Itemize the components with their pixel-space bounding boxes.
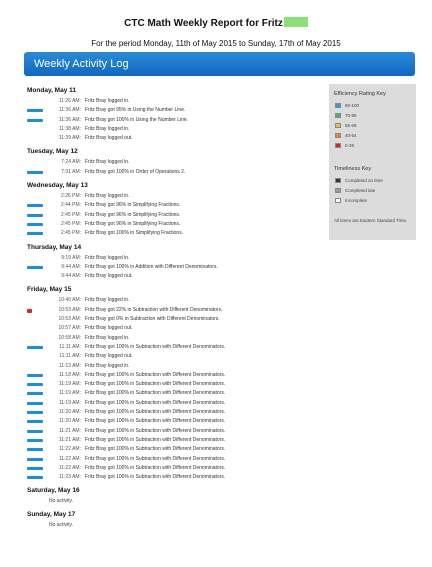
entry-text: Fritz Bray logged in. [85, 362, 130, 369]
day-section [27, 244, 327, 282]
entry-text: Fritz Bray got 100% in Addition with Different Denominators. [85, 263, 218, 270]
entry-time: 10:58 AM: [58, 334, 81, 341]
activity-entry [27, 427, 327, 436]
day-section [27, 148, 327, 177]
entry-text: Fritz Bray logged in. [85, 334, 130, 341]
efficiency-bar [27, 119, 43, 122]
activity-entry [27, 380, 327, 389]
efficiency-swatch [335, 113, 341, 118]
day-heading: Sunday, May 17 [27, 511, 76, 519]
entry-time: 2:44 PM: [60, 202, 81, 209]
activity-entry [27, 343, 327, 352]
activity-log [27, 87, 327, 530]
activity-entry [27, 473, 327, 482]
efficiency-bar [27, 430, 43, 433]
activity-entry [27, 334, 327, 343]
activity-entry [27, 116, 327, 125]
timeliness-swatch [335, 198, 341, 203]
activity-entry [27, 352, 327, 361]
day-section [27, 511, 327, 530]
efficiency-bar [27, 309, 32, 313]
day-section [27, 286, 327, 482]
efficiency-bar [27, 402, 43, 405]
entry-time: 11:36 AM: [58, 107, 81, 114]
efficiency-label: 70-89 [345, 113, 357, 118]
entry-time: 11:21 AM: [58, 427, 81, 434]
timeliness-label: Completed on time [345, 178, 383, 183]
entry-time: 2:45 PM: [60, 230, 81, 237]
activity-entry [27, 417, 327, 426]
activity-entry [27, 315, 327, 324]
activity-entry [27, 362, 327, 371]
entry-text: Fritz Bray logged in. [85, 159, 130, 166]
entry-time: 11:21 AM: [58, 436, 81, 443]
entry-time: 2:45 PM: [60, 220, 81, 227]
entry-text: Fritz Bray got 0% in Subtraction with Different Denominators. [85, 316, 220, 323]
efficiency-bar [27, 346, 43, 349]
entry-text: Fritz Bray got 100% in Subtraction with Different Denominators. [85, 474, 226, 481]
redaction-mark [284, 17, 308, 27]
efficiency-bar [27, 467, 43, 470]
efficiency-bar [27, 448, 43, 451]
entry-time: 11:22 AM: [58, 464, 81, 471]
activity-entry [27, 211, 327, 220]
entry-time: 11:20 AM: [58, 409, 81, 416]
activity-entry [27, 192, 327, 201]
efficiency-swatch [335, 133, 341, 138]
entry-time: 11:11 AM: [59, 343, 81, 350]
timeliness-label: Completed late [345, 188, 376, 193]
activity-entry [27, 220, 327, 229]
activity-entry [27, 389, 327, 398]
efficiency-bar [27, 420, 43, 423]
activity-entry [27, 408, 327, 417]
report-title [0, 17, 432, 29]
entry-text: Fritz Bray got 22% in Subtraction with Different Denominators. [85, 306, 223, 313]
entry-text: Fritz Bray got 96% in Simplifying Fractions. [85, 211, 181, 218]
activity-entry [27, 445, 327, 454]
entry-time: 11:23 AM: [58, 474, 81, 481]
no-activity-text: No activity. [49, 522, 74, 529]
activity-entry [27, 464, 327, 473]
no-activity-text: No activity. [49, 498, 74, 505]
entry-text: Fritz Bray logged in. [85, 125, 130, 132]
entry-text: Fritz Bray got 100% in Subtraction with Different Denominators. [85, 371, 226, 378]
entry-text: Fritz Bray got 100% in Using the Number Line. [85, 116, 189, 123]
efficiency-bar [27, 266, 43, 269]
timeliness-key-title: Timeliness Key [334, 166, 372, 172]
entry-time: 9:19 AM: [61, 254, 81, 261]
activity-entry [27, 158, 327, 167]
entry-time: 11:19 AM: [58, 390, 81, 397]
day-heading: Friday, May 15 [27, 286, 72, 294]
entry-text: Fritz Bray logged in. [85, 297, 130, 304]
efficiency-bar [27, 476, 43, 479]
day-heading: Wednesday, May 13 [27, 182, 88, 190]
efficiency-bar [27, 204, 43, 207]
entry-time: 7:31 AM: [61, 168, 81, 175]
activity-entry [27, 371, 327, 380]
entry-text: Fritz Bray got 100% in Order of Operations 2. [85, 168, 186, 175]
entry-time: 10:53 AM: [58, 316, 81, 323]
activity-entry [27, 106, 327, 115]
activity-entry [27, 455, 327, 464]
activity-entry [27, 296, 327, 305]
efficiency-swatch [335, 143, 341, 148]
activity-entry [27, 399, 327, 408]
day-section [27, 487, 327, 506]
entry-time: 11:38 AM: [58, 125, 81, 132]
efficiency-bar [27, 374, 43, 377]
efficiency-bar [27, 392, 43, 395]
entry-time: 2:26 PM: [60, 193, 81, 200]
report-period: For the period Monday, 11th of May 2015 to Sunday, 17th of May 2015 [91, 39, 341, 48]
efficiency-bar [27, 109, 43, 112]
entry-time: 11:19 AM: [58, 381, 81, 388]
activity-entry [27, 229, 327, 238]
activity-entry [27, 201, 327, 210]
entry-time: 11:18 AM: [58, 371, 81, 378]
activity-entry [27, 254, 327, 263]
entry-text: Fritz Bray got 100% in Subtraction with Different Denominators. [85, 390, 226, 397]
activity-entry [27, 263, 327, 272]
entry-time: 11:22 AM: [58, 446, 81, 453]
activity-entry [27, 97, 327, 106]
efficiency-bar [27, 439, 43, 442]
entry-time: 10:40 AM: [58, 297, 81, 304]
entry-time: 9:44 AM: [61, 263, 81, 270]
banner-title: Weekly Activity Log [34, 58, 129, 70]
entry-text: Fritz Bray got 100% in Subtraction with Different Denominators. [85, 427, 226, 434]
entry-text: Fritz Bray got 96% in Simplifying Fractions. [85, 202, 181, 209]
entry-time: 7:24 AM: [61, 159, 81, 166]
day-heading: Monday, May 11 [27, 87, 77, 94]
entry-text: Fritz Bray got 100% in Subtraction with Different Denominators. [85, 446, 226, 453]
day-heading: Saturday, May 16 [27, 487, 80, 495]
entry-text: Fritz Bray got 95% in Using the Number Line. [85, 107, 186, 114]
efficiency-bar [27, 171, 43, 174]
entry-text: Fritz Bray got 100% in Subtraction with Different Denominators. [85, 418, 226, 425]
activity-entry [27, 134, 327, 143]
entry-time: 9:44 AM: [61, 273, 81, 280]
entry-text: Fritz Bray got 100% in Subtraction with Different Denominators. [85, 399, 226, 406]
efficiency-label: 90-100 [345, 103, 360, 108]
entry-time: 10:53 AM: [58, 306, 81, 313]
efficiency-swatch [335, 123, 341, 128]
entry-text: Fritz Bray got 96% in Simplifying Fractions. [85, 220, 181, 227]
entry-time: 11:13 AM: [58, 362, 81, 369]
entry-time: 11:26 AM: [58, 98, 81, 104]
entry-text: Fritz Bray logged in. [85, 98, 130, 104]
efficiency-label: 0-39 [345, 143, 355, 148]
activity-entry [27, 324, 327, 333]
efficiency-label: 55-69 [345, 123, 357, 128]
efficiency-bar [27, 411, 43, 414]
day-heading: Thursday, May 14 [27, 243, 82, 251]
report-title-text: CTC Math Weekly Report for Fritz [124, 18, 283, 29]
efficiency-bar [27, 214, 43, 217]
timeliness-swatch [335, 188, 341, 193]
efficiency-bar [27, 383, 43, 386]
entry-time: 11:39 AM: [58, 135, 81, 142]
key-sidebar [329, 84, 416, 240]
entry-text: Fritz Bray got 100% in Subtraction with Different Denominators. [85, 381, 226, 388]
entry-time: 11:11 AM: [59, 353, 81, 360]
efficiency-bar [27, 223, 43, 226]
entry-text: Fritz Bray got 100% in Subtraction with Different Denominators. [85, 343, 226, 350]
activity-log-banner [24, 52, 415, 76]
activity-entry [27, 436, 327, 445]
entry-text: Fritz Bray got 100% in Subtraction with Different Denominators. [85, 436, 226, 443]
efficiency-label: 40-54 [345, 133, 357, 138]
entry-text: Fritz Bray logged out. [85, 325, 133, 332]
activity-entry [27, 272, 327, 281]
day-heading: Tuesday, May 12 [27, 148, 78, 156]
entry-time: 11:36 AM: [58, 116, 81, 123]
entry-text: Fritz Bray logged in. [85, 254, 130, 261]
efficiency-bar [27, 458, 43, 461]
efficiency-swatch [335, 103, 341, 108]
entry-text: Fritz Bray logged out. [85, 135, 133, 142]
entry-time: 11:19 AM: [58, 399, 81, 406]
day-section [27, 182, 327, 238]
day-section [27, 87, 327, 143]
entry-text: Fritz Bray logged out. [85, 273, 133, 280]
entry-text: Fritz Bray got 100% in Subtraction with Different Denominators. [85, 409, 226, 416]
activity-entry [27, 306, 327, 315]
activity-entry [27, 168, 327, 177]
entry-text: Fritz Bray got 100% in Simplifying Fractions. [85, 230, 184, 237]
entry-time: 10:57 AM: [58, 325, 81, 332]
efficiency-key-title: Efficiency Rating Key [334, 91, 386, 97]
timeliness-swatch [335, 178, 341, 183]
efficiency-bar [27, 232, 43, 235]
entry-text: Fritz Bray logged out. [85, 353, 133, 360]
entry-time: 2:45 PM: [60, 211, 81, 218]
entry-text: Fritz Bray logged in. [85, 193, 130, 200]
timeliness-label: Incomplete [345, 198, 368, 203]
entry-time: 11:22 AM: [58, 455, 81, 462]
entry-time: 11:20 AM: [58, 418, 81, 425]
entry-text: Fritz Bray got 100% in Subtraction with Different Denominators. [85, 455, 226, 462]
timezone-note: All times are Eastern Standard Time. [334, 218, 408, 223]
activity-entry [27, 125, 327, 134]
entry-text: Fritz Bray got 100% in Subtraction with Different Denominators. [85, 464, 226, 471]
